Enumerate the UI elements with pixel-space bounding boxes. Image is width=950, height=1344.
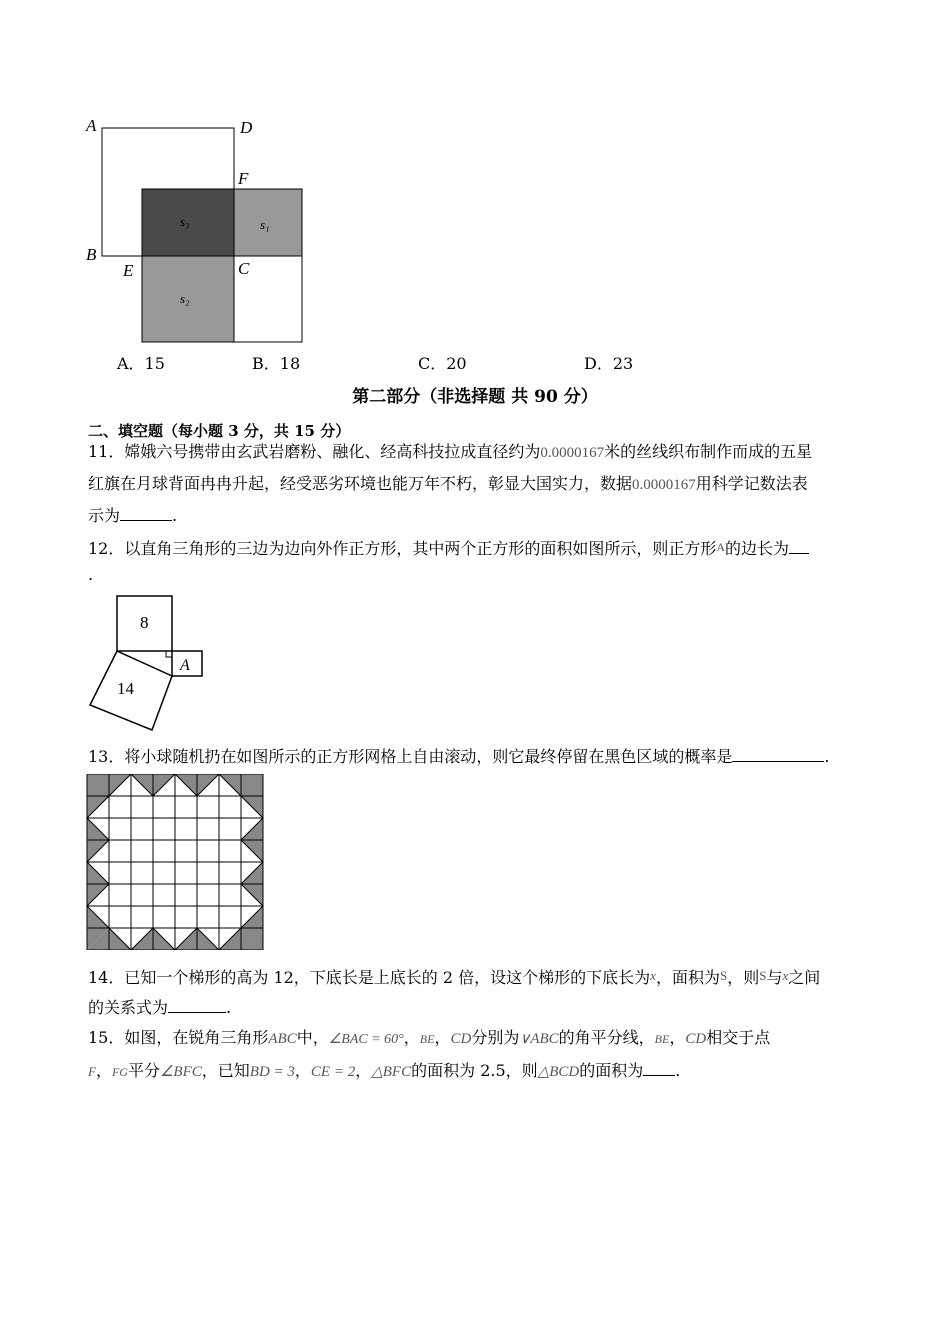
label-a: A	[86, 116, 97, 135]
q15-cd-2: CD	[685, 1031, 707, 1047]
label-f: F	[238, 169, 249, 188]
q11-line2	[88, 474, 808, 495]
q15-text-o: 的面积为	[579, 1061, 644, 1080]
q14-text-l2: 的关系式为	[88, 998, 169, 1017]
q15-text-n: 的面积为 2.5，则	[411, 1061, 538, 1080]
label-c: C	[238, 259, 250, 278]
q10-option-d: D．23	[584, 354, 634, 373]
q12-figure	[80, 590, 220, 740]
q15-text-l: ，	[294, 1061, 311, 1080]
q14-s-2: S	[759, 968, 767, 983]
q13-answer-blank	[732, 747, 824, 762]
q15-angle: ∠BAC = 60°	[328, 1032, 404, 1047]
label-d: D	[240, 118, 253, 137]
q13-text: 13．将小球随机扔在如图所示的正方形网格上自由滚动，则它最终停留在黑色区域的概率是	[88, 747, 733, 766]
q12-line1	[88, 537, 809, 559]
q11-number: 0.0000167	[540, 445, 605, 461]
label-e: E	[123, 261, 134, 280]
q12-end: .	[88, 565, 94, 584]
q15-line2	[88, 1061, 680, 1082]
q15-f: F	[88, 1064, 96, 1079]
q15-tri: ∨ABC	[519, 1031, 559, 1047]
q11-text-3: 示为	[88, 506, 121, 525]
q15-cd: CD	[450, 1031, 472, 1047]
q14-line1	[88, 966, 820, 988]
q15-be: BE	[419, 1032, 435, 1046]
q14-text-c: ，则	[727, 968, 760, 987]
q14-text-d: 与	[766, 968, 783, 987]
q14-text-e: 之间	[788, 968, 821, 987]
q15-tbfc: △BFC	[371, 1064, 412, 1080]
q11-text-1a: 11．嫦娥六号携带由玄武岩磨粉、融化、经高科技拉成直径约为	[88, 442, 541, 461]
q15-text-g: ，	[669, 1028, 686, 1047]
q15-text-h: 相交于点	[706, 1028, 771, 1047]
q15-text-e: 分别为	[471, 1028, 520, 1047]
q12-text-a: 12．以直角三角形的三边为边向外作正方形，其中两个正方形的面积如图所示，则正方形	[88, 539, 717, 558]
q11-text-2b: 用科学记数法表	[695, 474, 808, 493]
q11-text-2a: 红旗在月球背面冉冉升起，经受恶劣环境也能万年不朽，彰显大国实力，数据	[88, 474, 633, 493]
q15-text-f: 的角平分线，	[558, 1028, 655, 1047]
q14-text-a: 14．已知一个梯形的高为 12，下底长是上底长的 2 倍，设这个梯形的下底长为	[88, 968, 651, 987]
q11-end: .	[172, 506, 178, 525]
q15-text-a: 15．如图，在锐角三角形	[88, 1028, 269, 1047]
q10-figure	[80, 112, 320, 352]
label-s1: s₁	[260, 217, 270, 232]
q15-fg: FG	[111, 1065, 128, 1079]
q15-text-b: 中，	[296, 1028, 329, 1047]
q15-bd: BD = 3	[249, 1064, 295, 1080]
q14-s: S	[719, 968, 728, 983]
q15-bfc: ∠BFC	[159, 1064, 202, 1080]
q14-line2	[88, 998, 231, 1018]
q15-ce: CE = 2	[310, 1064, 356, 1080]
label-s3: s₃	[180, 214, 190, 229]
q12-var-a: A	[716, 540, 726, 554]
q13-end: .	[824, 747, 830, 766]
q15-be-2: BE	[654, 1032, 670, 1046]
q10-option-a: A．15	[117, 354, 165, 373]
q14-answer-blank	[168, 998, 226, 1013]
q11-line3	[88, 506, 177, 526]
q15-abc: ABC	[268, 1031, 297, 1047]
part-heading: 二、填空题（每小题 3 分，共 15 分）	[88, 422, 351, 440]
label-s2: s₂	[180, 291, 190, 306]
q14-x-2: x	[782, 968, 789, 983]
label-8: 8	[140, 613, 149, 632]
q12-text-b: 的边长为	[725, 539, 790, 558]
q11-number-2: 0.0000167	[632, 477, 696, 493]
q15-answer-blank	[643, 1061, 675, 1076]
q11-answer-blank	[120, 506, 172, 521]
q13-grid-figure	[86, 774, 264, 950]
q15-text-d: ，	[434, 1028, 451, 1047]
q12-answer-blank	[789, 539, 809, 554]
label-a-square: A	[180, 657, 190, 674]
q14-text-b: ，面积为	[655, 968, 720, 987]
q14-x: x	[650, 968, 656, 983]
q15-text-j: 平分	[127, 1061, 160, 1080]
q10-option-b: B．18	[252, 354, 301, 373]
q15-line1	[88, 1028, 770, 1050]
q15-text-c: ，	[403, 1028, 420, 1047]
label-14: 14	[117, 679, 134, 698]
q15-tbcd: △BCD	[537, 1064, 580, 1080]
q15-text-m: ，	[355, 1061, 372, 1080]
q15-text-k: ，已知	[201, 1061, 250, 1080]
q11-text-1b: 米的丝线织布制作而成的五星	[604, 442, 813, 461]
label-b: B	[86, 245, 97, 264]
q11-line1	[88, 442, 812, 463]
grid-lines	[87, 774, 263, 950]
right-angle-mark	[166, 651, 172, 657]
q15-end: .	[675, 1061, 681, 1080]
q14-end: .	[226, 998, 232, 1017]
q10-option-c: C．20	[418, 354, 467, 373]
q15-text-i: ，	[95, 1061, 112, 1080]
section-title: 第二部分（非选择题 共 90 分）	[352, 387, 598, 407]
q13-line	[88, 747, 829, 767]
